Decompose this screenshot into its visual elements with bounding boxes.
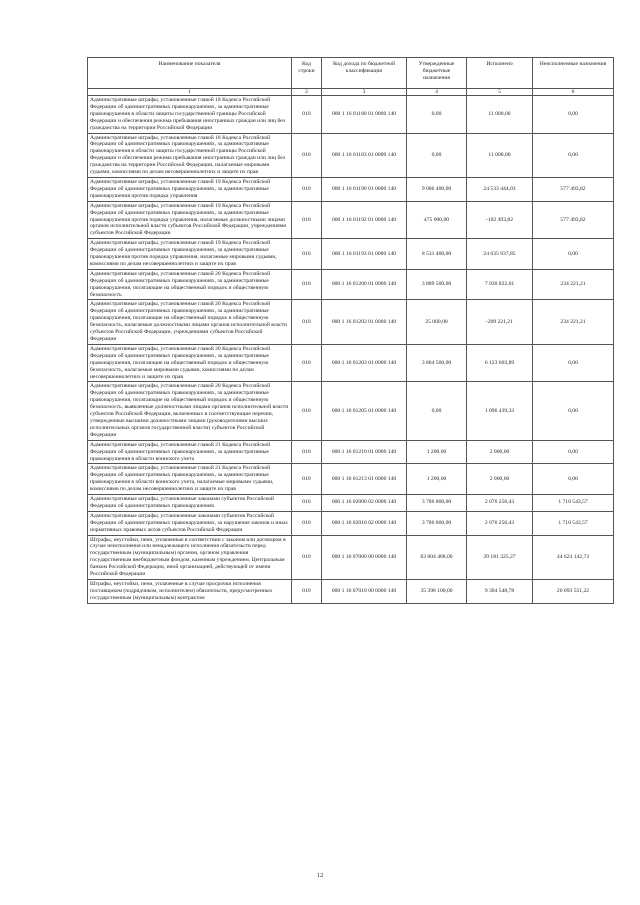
budget-code-cell: 000 1 16 02000 02 0000 140 [322, 495, 407, 512]
budget-code-cell: 000 1 16 01190 01 0000 140 [322, 177, 407, 201]
executed-amount-cell: 24 533 444,03 [467, 177, 533, 201]
table-row [88, 535, 614, 579]
approved-amount-cell: 3 786 800,00 [407, 511, 467, 535]
approved-amount-cell: 0,00 [407, 96, 467, 134]
budget-code-cell: 000 1 16 07010 00 0000 140 [322, 580, 407, 604]
unexecuted-amount-cell: 577 493,82 [533, 201, 614, 239]
executed-amount-cell: 2 000,00 [467, 440, 533, 464]
header-line-code: Код строки [292, 58, 322, 89]
indicator-name-cell: Административные штрафы, установленные главой 19 Кодекса Российской Федерации об административных правонарушениях, за административные правонарушения против порядка управления, налагаемые должностными лицами органов исполнительной власти субъектов Российской Федерации, учреждениями субъектов Российской Федерации [88, 201, 292, 239]
column-number: 4 [407, 89, 467, 96]
approved-amount-cell: 475 000,00 [407, 201, 467, 239]
table-row [88, 440, 614, 464]
line-code-cell: 010 [292, 382, 322, 440]
header-indicator-name: Наименование показателя [88, 58, 292, 89]
line-code-cell: 010 [292, 96, 322, 134]
table-header [88, 58, 614, 89]
indicator-name-cell: Административные штрафы, установленные главой 21 Кодекса Российской Федерации об административных правонарушениях, за административные правонарушения в области воинского учета, налагаемые мировыми судьями, комиссиями по делам несовершеннолетних и защите их прав [88, 464, 292, 495]
unexecuted-amount-cell: 0,00 [533, 133, 614, 177]
executed-amount-cell: 2 076 256,43 [467, 511, 533, 535]
line-code-cell: 010 [292, 464, 322, 495]
unexecuted-amount-cell: 1 710 543,57 [533, 495, 614, 512]
line-code-cell: 010 [292, 344, 322, 382]
table-row [88, 344, 614, 382]
column-number: 5 [467, 89, 533, 96]
header-budget-classification-code: Код дохода по бюджетной классификации [322, 58, 407, 89]
approved-amount-cell: 1 200,00 [407, 464, 467, 495]
unexecuted-amount-cell: 577 493,82 [533, 177, 614, 201]
indicator-name-cell: Административные штрафы, установленные законами субъектов Российской Федерации об административных правонарушениях, за нарушение законов и иных нормативных правовых актов субъектов Российской Федерации [88, 511, 292, 535]
line-code-cell: 010 [292, 239, 322, 270]
header-unexecuted-appropriations: Неисполненные назначения [533, 58, 614, 89]
table-row [88, 177, 614, 201]
header-row [88, 58, 614, 89]
indicator-name-cell: Административные штрафы, установленные главой 20 Кодекса Российской Федерации об административных правонарушениях, за административные правонарушения, посягающие на общественный порядок и общественную безопасность [88, 269, 292, 300]
table-row [88, 201, 614, 239]
column-number: 2 [292, 89, 322, 96]
executed-amount-cell: 7 030 822,01 [467, 269, 533, 300]
executed-amount-cell: 39 181 325,27 [467, 535, 533, 579]
line-code-cell: 010 [292, 580, 322, 604]
indicator-name-cell: Административные штрафы, установленные главой 20 Кодекса Российской Федерации об административных правонарушениях, за административные правонарушения, посягающие на общественный порядок и общественную безопасность, выявленные должностными лицами органов исполнительной власти субъектов Российской Федерации, включенных в соответствующие перечни, утвержденные высшими должностными лицами (руководителями высших исполнительных органов государственной власти) субъектов Российской Федерации [88, 382, 292, 440]
executed-amount-cell: 24 635 937,85 [467, 239, 533, 270]
indicator-name-cell: Административные штрафы, установленные главой 18 Кодекса Российской Федерации об административных правонарушениях, за административные правонарушения в области защиты государственной границы Российской Федерации и обеспечения режима пребывания иностранных граждан или лиц без гражданства на территории Российской Федерации, налагаемые мировыми судьями, комиссиями по делам несовершеннолетних и защите их прав [88, 133, 292, 177]
approved-amount-cell: 3 889 500,00 [407, 269, 467, 300]
executed-amount-cell: 6 123 603,89 [467, 344, 533, 382]
line-code-cell: 010 [292, 201, 322, 239]
unexecuted-amount-cell: 0,00 [533, 344, 614, 382]
table-body [88, 89, 614, 604]
column-number: 6 [533, 89, 614, 96]
approved-amount-cell: 8 531 400,00 [407, 239, 467, 270]
budget-code-cell: 000 1 16 01213 01 0000 140 [322, 464, 407, 495]
indicator-name-cell: Административные штрафы, установленные главой 19 Кодекса Российской Федерации об административных правонарушениях, за административные правонарушения против порядка управления, налагаемые мировыми судьями, комиссиями по делам несовершеннолетних и защите их прав [88, 239, 292, 270]
approved-amount-cell: 9 006 400,00 [407, 177, 467, 201]
column-number: 3 [322, 89, 407, 96]
approved-amount-cell: 3 786 800,00 [407, 495, 467, 512]
executed-amount-cell: 1 096 439,33 [467, 382, 533, 440]
column-number-row [88, 89, 614, 96]
column-number: 1 [88, 89, 292, 96]
header-executed: Исполнено [467, 58, 533, 89]
unexecuted-amount-cell: 1 710 543,57 [533, 511, 614, 535]
budget-code-cell: 000 1 16 01210 01 0000 140 [322, 440, 407, 464]
unexecuted-amount-cell: 0,00 [533, 382, 614, 440]
budget-code-cell: 000 1 16 01205 01 0000 140 [322, 382, 407, 440]
executed-amount-cell: -209 221,21 [467, 300, 533, 344]
line-code-cell: 010 [292, 440, 322, 464]
indicator-name-cell: Административные штрафы, установленные главой 21 Кодекса Российской Федерации об административных правонарушениях, за административные правонарушения в области воинского учета [88, 440, 292, 464]
indicator-name-cell: Штрафы, неустойки, пени, уплаченные в случае просрочки исполнения поставщиком (подрядчиком, исполнителем) обязательств, предусмотренных государственным (муниципальным) контрактом [88, 580, 292, 604]
indicator-name-cell: Штрафы, неустойки, пени, уплаченные в соответствии с законом или договором в случае неисполнения или ненадлежащего исполнения обязательств перед государственным (муниципальным) органом, органом управления государственным внебюджетным фондом, казенным учреждением, Центральным банком Российской Федерации, иной организацией, действующей от имени Российской Федерации [88, 535, 292, 579]
budget-code-cell: 000 1 16 01200 01 0000 140 [322, 269, 407, 300]
unexecuted-amount-cell: 44 623 142,73 [533, 535, 614, 579]
unexecuted-amount-cell: 234 221,21 [533, 269, 614, 300]
table-row [88, 382, 614, 440]
executed-amount-cell: 11 000,00 [467, 96, 533, 134]
approved-amount-cell: 0,00 [407, 382, 467, 440]
approved-amount-cell: 3 864 500,00 [407, 344, 467, 382]
budget-code-cell: 000 1 16 01203 01 0000 140 [322, 344, 407, 382]
approved-amount-cell: 25 000,00 [407, 300, 467, 344]
budget-code-cell: 000 1 16 01183 01 0000 140 [322, 133, 407, 177]
table-row [88, 133, 614, 177]
table-row [88, 300, 614, 344]
approved-amount-cell: 83 804 468,00 [407, 535, 467, 579]
line-code-cell: 010 [292, 269, 322, 300]
budget-code-cell: 000 1 16 01180 01 0000 140 [322, 96, 407, 134]
table-row [88, 464, 614, 495]
table-row [88, 96, 614, 134]
line-code-cell: 010 [292, 511, 322, 535]
line-code-cell: 010 [292, 133, 322, 177]
executed-amount-cell: 2 076 256,43 [467, 495, 533, 512]
line-code-cell: 010 [292, 177, 322, 201]
executed-amount-cell: -102 493,82 [467, 201, 533, 239]
page-number: 12 [316, 872, 324, 879]
unexecuted-amount-cell: 0,00 [533, 464, 614, 495]
budget-code-cell: 000 1 16 02010 02 0000 140 [322, 511, 407, 535]
line-code-cell: 010 [292, 300, 322, 344]
line-code-cell: 010 [292, 535, 322, 579]
executed-amount-cell: 2 000,00 [467, 464, 533, 495]
table-row [88, 580, 614, 604]
indicator-name-cell: Административные штрафы, установленные главой 18 Кодекса Российской Федерации об административных правонарушениях, за административные правонарушения в области защиты государственной границы Российской Федерации и обеспечения режима пребывания иностранных граждан или лиц без гражданства на территории Российской Федерации [88, 96, 292, 134]
approved-amount-cell: 0,00 [407, 133, 467, 177]
table-row [88, 495, 614, 512]
indicator-name-cell: Административные штрафы, установленные законами субъектов Российской Федерации об административных правонарушениях [88, 495, 292, 512]
approved-amount-cell: 35 398 100,00 [407, 580, 467, 604]
unexecuted-amount-cell: 0,00 [533, 96, 614, 134]
indicator-name-cell: Административные штрафы, установленные главой 20 Кодекса Российской Федерации об административных правонарушениях, за административные правонарушения, посягающие на общественный порядок и общественную безопасность, налагаемые должностными лицами органов исполнительной власти субъектов Российской Федерации, учреждениями субъектов Российской Федерации [88, 300, 292, 344]
budget-execution-table [87, 57, 614, 604]
table-row [88, 239, 614, 270]
header-approved-appropriations: Утвержденные бюджетные назначения [407, 58, 467, 89]
unexecuted-amount-cell: 26 093 551,22 [533, 580, 614, 604]
table-row [88, 511, 614, 535]
budget-code-cell: 000 1 16 01192 01 0000 140 [322, 201, 407, 239]
budget-code-cell: 000 1 16 07000 00 0000 140 [322, 535, 407, 579]
table-row [88, 269, 614, 300]
budget-code-cell: 000 1 16 01193 01 0000 140 [322, 239, 407, 270]
executed-amount-cell: 11 000,00 [467, 133, 533, 177]
line-code-cell: 010 [292, 495, 322, 512]
indicator-name-cell: Административные штрафы, установленные главой 19 Кодекса Российской Федерации об административных правонарушениях, за административные правонарушения против порядка управления [88, 177, 292, 201]
approved-amount-cell: 1 200,00 [407, 440, 467, 464]
indicator-name-cell: Административные штрафы, установленные главой 20 Кодекса Российской Федерации об административных правонарушениях, за административные правонарушения, посягающие на общественный порядок и общественную безопасность, налагаемые мировыми судьями, комиссиями по делам несовершеннолетних и защите их прав [88, 344, 292, 382]
unexecuted-amount-cell: 0,00 [533, 440, 614, 464]
budget-code-cell: 000 1 16 01202 01 0000 140 [322, 300, 407, 344]
executed-amount-cell: 9 304 548,78 [467, 580, 533, 604]
unexecuted-amount-cell: 234 221,21 [533, 300, 614, 344]
unexecuted-amount-cell: 0,00 [533, 239, 614, 270]
